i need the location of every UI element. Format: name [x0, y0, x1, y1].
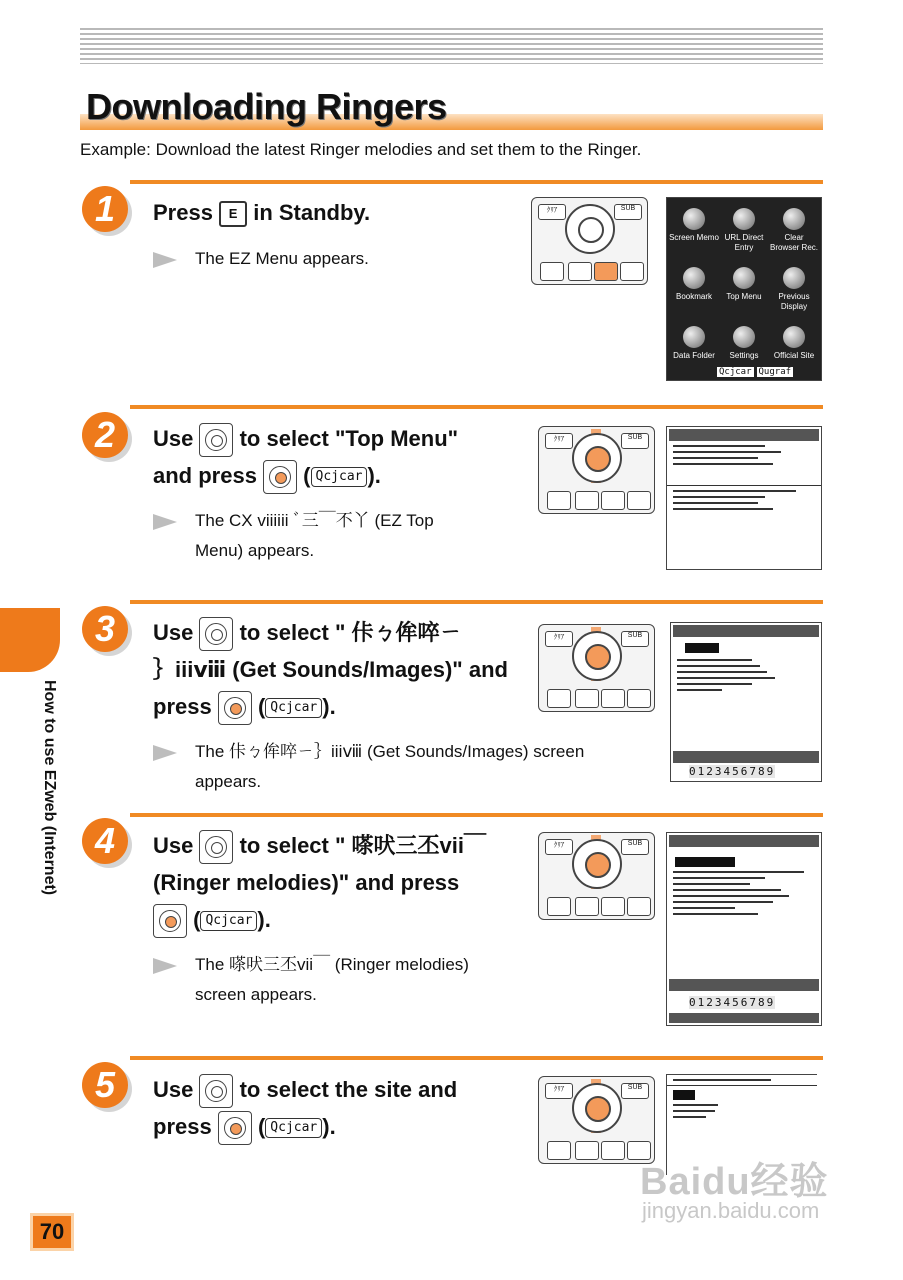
- step-number: 3: [82, 606, 128, 652]
- step-3-heading: Use to select " 佧ㄅ侔啐ㄧ ｝iiiⅷ (Get Sounds/Images)" and press ( Qcjcar ).: [153, 614, 508, 725]
- phone-keypad-illustration: ｸﾘｱ SUB: [538, 1076, 655, 1164]
- ez-menu-item: [669, 208, 719, 253]
- chapter-tab: [0, 608, 60, 672]
- digit-row: 0123456789: [689, 996, 776, 1009]
- step-rule: [130, 813, 823, 817]
- ez-menu-item: [669, 326, 719, 361]
- softkey-left: Qcjcar: [719, 367, 752, 377]
- top-menu-screen: [666, 426, 822, 570]
- chapter-label: How to use EZweb (Internet): [41, 680, 58, 896]
- softkey-right: Qugraf: [758, 367, 792, 377]
- menu-item-icon: [783, 208, 805, 230]
- center-key-icon: [153, 904, 187, 938]
- phone-keypad-illustration: ｸﾘｱ SUB: [538, 624, 655, 712]
- softkey-icon: Qcjcar: [311, 467, 368, 487]
- navigation-key-icon: [199, 830, 233, 864]
- menu-item-icon: [683, 267, 705, 289]
- menu-item-label: URL Direct Entry: [724, 233, 764, 252]
- menu-item-label: Previous Display: [778, 292, 810, 311]
- menu-item-icon: [733, 267, 755, 289]
- intro-text: Example: Download the latest Ringer melodies and set them to the Ringer.: [80, 140, 642, 159]
- navigation-key-icon: [199, 423, 233, 457]
- navigation-key-icon: [199, 617, 233, 651]
- menu-item-label: Official Site: [773, 351, 815, 360]
- ez-menu-item: [719, 326, 769, 361]
- step-rule: [130, 180, 823, 184]
- phone-keypad-illustration: ｸﾘｱ SUB: [538, 426, 655, 514]
- step-2-heading: Use to select "Top Menu" and press ( Qcjcar ).: [153, 420, 458, 494]
- watermark-logo: Baidu经验: [640, 1161, 829, 1203]
- center-key-icon: [263, 460, 297, 494]
- softkey-icon: Qcjcar: [200, 911, 257, 931]
- ez-key-icon: E: [219, 201, 247, 227]
- menu-item-label: Clear Browser Rec.: [769, 233, 818, 252]
- arrow-icon: [153, 514, 177, 530]
- center-key-icon: [218, 1111, 252, 1145]
- ez-menu-item: [719, 208, 769, 253]
- page-title: Downloading Ringers: [86, 86, 447, 127]
- arrow-icon: [153, 252, 177, 268]
- menu-item-label: Bookmark: [675, 292, 712, 301]
- step-number: 1: [82, 186, 128, 232]
- menu-item-icon: [733, 208, 755, 230]
- center-key-icon: [218, 691, 252, 725]
- step-1-result: The EZ Menu appears.: [153, 244, 369, 274]
- step-number: 4: [82, 818, 128, 864]
- step-5-heading: Use to select the site and press ( Qcjcar ).: [153, 1071, 457, 1145]
- arrow-icon: [153, 745, 177, 761]
- step-4-result: The 嗏吠三丕vii￣ (Ringer melodies) screen appears.: [153, 950, 469, 1010]
- step-3-result: The 佧ㄅ侔啐ㄧ｝iiiⅷ (Get Sounds/Images) screen appears.: [153, 737, 584, 797]
- step-1-heading: Press E in Standby.: [153, 194, 370, 231]
- step-rule: [130, 405, 823, 409]
- ez-menu-item: [769, 326, 819, 361]
- menu-item-icon: [783, 326, 805, 348]
- navigation-key-icon: [199, 1074, 233, 1108]
- softkey-icon: Qcjcar: [265, 698, 322, 718]
- ringer-melodies-screen: [666, 832, 822, 1026]
- step-2-result: The CX viiiiii ﾞ三￣不丫 (EZ Top Menu) appears.: [153, 506, 434, 566]
- menu-item-icon: [733, 326, 755, 348]
- menu-item-icon: [683, 326, 705, 348]
- menu-item-label: Data Folder: [673, 351, 715, 360]
- digit-row: 0123456789: [689, 765, 776, 778]
- arrow-icon: [153, 958, 177, 974]
- softkey-icon: Qcjcar: [265, 1118, 322, 1138]
- step-rule: [130, 600, 823, 604]
- phone-keypad-illustration: ｸﾘｱ SUB: [531, 197, 648, 285]
- ez-menu-item: [719, 267, 769, 312]
- ez-menu-item: [769, 208, 819, 253]
- get-sounds-screen: [670, 622, 822, 782]
- ez-menu-item: [669, 267, 719, 312]
- step-number: 2: [82, 412, 128, 458]
- menu-item-icon: [683, 208, 705, 230]
- phone-keypad-illustration: ｸﾘｱ SUB: [538, 832, 655, 920]
- menu-item-label: Settings: [729, 351, 759, 360]
- watermark-url: jingyan.baidu.com: [642, 1198, 820, 1223]
- menu-item-label: Screen Memo: [669, 233, 719, 242]
- step-number: 5: [82, 1062, 128, 1108]
- step-4-heading: Use to select " 嗏吠三丕vii￣ (Ringer melodies)" and press ( Qcjcar ).: [153, 827, 486, 938]
- step-rule: [130, 1056, 823, 1060]
- menu-item-icon: [783, 267, 805, 289]
- ez-menu-item: [769, 267, 819, 312]
- header-stripes: [80, 28, 823, 64]
- page-number: 70: [30, 1213, 74, 1251]
- menu-item-label: Top Menu: [726, 292, 762, 301]
- ez-menu-screen: [666, 197, 822, 381]
